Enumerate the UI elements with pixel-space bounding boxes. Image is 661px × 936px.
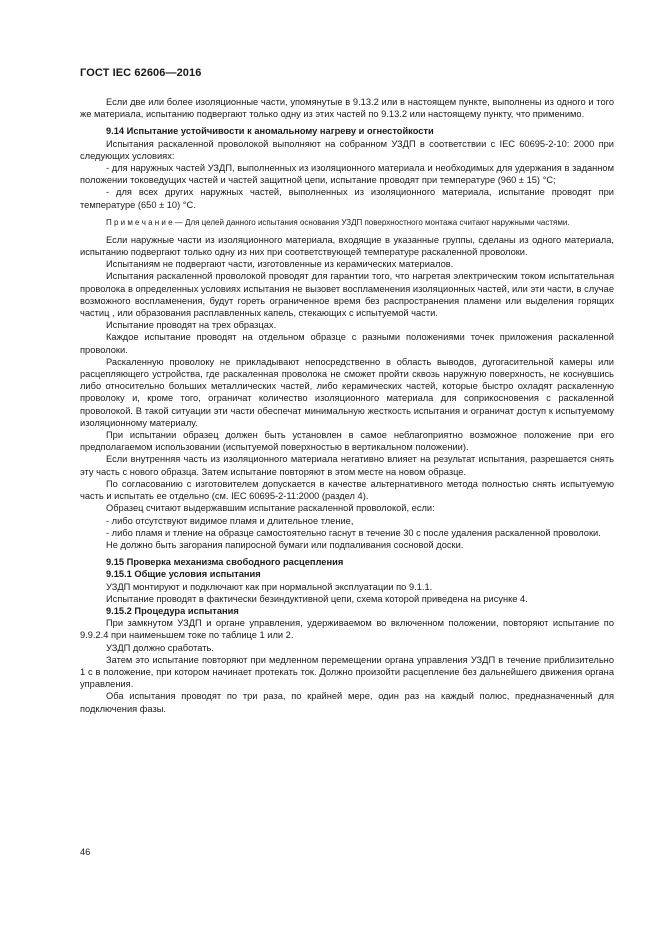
paragraph: Испытаниям не подвергают части, изготовленные из керамических материалов. <box>106 259 454 270</box>
section-heading-9-14: 9.14 Испытание устойчивости к аномальному нагреву и огнестойкости <box>106 126 434 137</box>
paragraph: Испытания раскаленной проволокой проводят для гарантии того, что нагретая электрическим током испытательная проволока в определенных условиях испытания не вызовет воспламенения изоляционных частей, или эти части, в случае возможного воспламенения, будут гореть ограниченное время без распространения пламени или выделения горящих частиц , или образования расплавленных капель, стекающих с испытуемой части. <box>80 271 614 319</box>
section-heading-9-15-1: 9.15.1 Общие условия испытания <box>106 569 261 580</box>
paragraph: При замкнутом УЗДП и органе управления, удерживаемом во включенном положении, повторяют испытание по 9.9.2.4 при наименьшем токе по таблице 1 или 2. <box>80 618 614 641</box>
paragraph: Если наружные части из изоляционного материала, входящие в указанные группы, сделаны из одного материала, испытанию подвергают только одну из них при соответствующей температуре раскаленной проволоки. <box>80 234 614 258</box>
document-header: ГОСТ IEC 62606—2016 <box>80 67 202 79</box>
list-item: - для наружных частей УЗДП, выполненных из изоляционного материала и необходимых для удержания в заданном положении токоведущих частей и частей защитной цепи, испытание проводят при температуре (960 ± 15) °С; <box>80 163 614 186</box>
paragraph: Испытание проводят на трех образцах. <box>106 320 277 331</box>
list-item: - либо отсутствуют видимое пламя и длительное тление, <box>106 515 354 526</box>
paragraph: Испытание проводят в фактически безиндуктивной цепи, схема которой приведена на рисунке 4. <box>106 593 528 604</box>
paragraph: Раскаленную проволоку не прикладывают непосредственно в область выводов, дугогасительной камеры или расцепляющего устройства, где раскаленная проволока не сможет пройти сквозь наружную поверхность, не коснувшись либо относительно больших металлических частей, либо керамических частей, которые быстро охладят раскаленную проволоку и, кроме того, ограничат количество изоляционного материала для соприкосновения с раскаленной проволокой. В такой ситуации эти части обеспечат минимальную жесткость испытания и ограничат доступ к испытуемому изоляционному материалу. <box>80 356 614 428</box>
paragraph: Если две или более изоляционные части, упомянутые в 9.13.2 или в настоящем пункте, выполнены из одного и того же материала, испытанию подвергают только одну из этих частей по 9.13.2 или настоящему пункту, что применимо. <box>80 97 614 120</box>
paragraph: Образец считают выдержавшим испытание раскаленной проволокой, если: <box>106 503 435 514</box>
document-body <box>80 96 614 715</box>
list-item: - либо пламя и тление на образце самостоятельно гаснут в течение 30 с после удаления раскаленной проволоки. <box>106 527 601 538</box>
paragraph: Испытания раскаленной проволокой выполняют на собранном УЗДП в соответствии с IEC 60695-2-10: 2000 при следующих условиях: <box>80 138 614 161</box>
section-heading-9-15: 9.15 Проверка механизма свободного расцепления <box>106 557 344 568</box>
paragraph: По согласованию с изготовителем допускается в качестве альтернативного метода полностью снять испытуемую часть и испытать ее отдельно (см. IEC 60695-2-11:2000 (раздел 4). <box>80 478 614 502</box>
paragraph: Каждое испытание проводят на отдельном образце с разными положениями точек приложения раскаленной проволоки. <box>80 332 614 355</box>
paragraph: Оба испытания проводят по три раза, по крайней мере, один раз на каждый полюс, предназначенный для подключения фазы. <box>80 691 614 714</box>
paragraph: Затем это испытание повторяют при медленном перемещении органа управления УЗДП в течение приблизительно 1 с в положение, при котором начинает протекать ток. Должно произойти расцепление без дальнейшего движения органа управления. <box>80 654 614 690</box>
paragraph: УЗДП монтируют и подключают как при нормальной эксплуатации по 9.1.1. <box>106 581 433 592</box>
paragraph: Если внутренняя часть из изоляционного материала негативно влияет на результат испытания, разрешается снять эту часть с нового образца. Затем испытание повторяют в этом месте на новом образце. <box>80 454 614 477</box>
note: П р и м е ч а н и е — Для целей данного испытания основания УЗДП поверхностного монтажа считают наружными частями. <box>106 217 570 227</box>
page-number: 46 <box>80 847 91 857</box>
section-heading-9-15-2: 9.15.2 Процедура испытания <box>106 605 239 616</box>
paragraph: УЗДП должно сработать. <box>106 642 214 653</box>
paragraph: При испытании образец должен быть установлен в самое неблагоприятно возможное положение при его предполагаемом использовании (испытуемой поверхностью в вертикальном положении). <box>80 430 614 453</box>
paragraph: Не должно быть загорания папиросной бумаги или подпаливания сосновой доски. <box>106 539 464 550</box>
list-item: - для всех других наружных частей, выполненных из изоляционного материала, испытание проводят при температуре (650 ± 10) °С. <box>80 187 614 210</box>
